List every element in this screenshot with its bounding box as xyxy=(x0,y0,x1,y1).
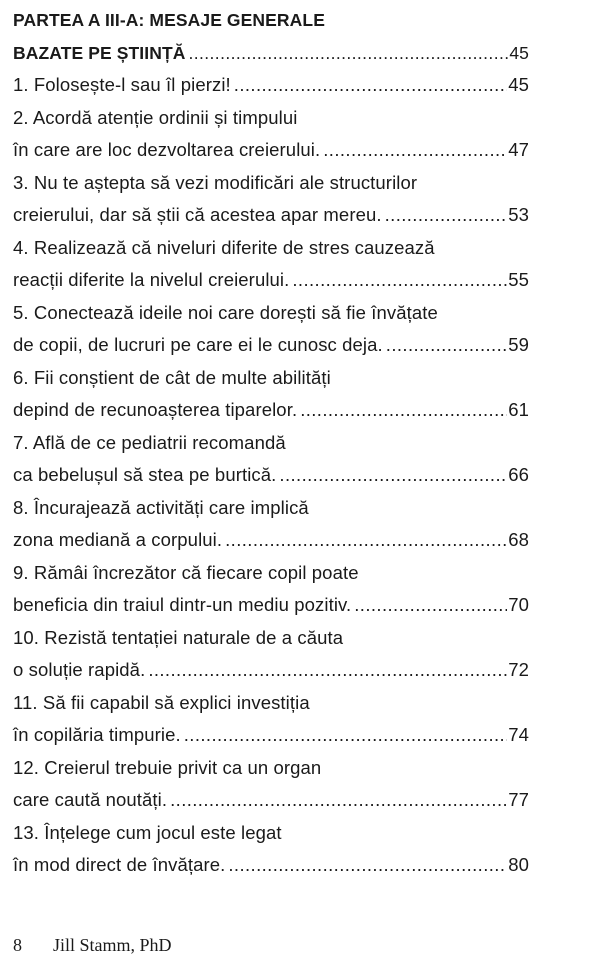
toc-entry-line xyxy=(13,167,529,200)
dot-leaders xyxy=(323,134,507,167)
dot-leaders xyxy=(225,524,507,557)
page-number: 68 xyxy=(508,529,529,550)
toc-entry-line xyxy=(13,817,529,850)
dot-leaders xyxy=(386,329,507,362)
toc-entry-line xyxy=(13,687,529,720)
toc-entry-line xyxy=(13,427,529,460)
toc-entry xyxy=(13,69,529,102)
dot-leaders xyxy=(354,589,507,622)
toc-entry-text: reacții diferite la nivelul creierului. xyxy=(13,269,290,290)
toc-entry xyxy=(13,784,529,817)
dot-leaders xyxy=(385,199,508,232)
toc-entry xyxy=(13,459,529,492)
page-number: 47 xyxy=(508,139,529,160)
page-number: 61 xyxy=(508,399,529,420)
toc-entry-text: 9. Rămâi încrezător că fiecare copil poate xyxy=(13,561,359,583)
page-number: 72 xyxy=(508,659,529,680)
toc-entry xyxy=(13,329,529,362)
page-number: 66 xyxy=(508,464,529,485)
toc-entry xyxy=(13,394,529,427)
toc-entry-line xyxy=(13,622,529,655)
page-number: 80 xyxy=(508,854,529,875)
toc-entry-text: ca bebelușul să stea pe burtică. xyxy=(13,464,277,485)
dot-leaders xyxy=(228,849,507,882)
toc-entry xyxy=(13,199,529,232)
toc-entry-text: o soluție rapidă. xyxy=(13,659,146,680)
toc-entry-text: 5. Conectează ideile noi care dorești să fie învățate xyxy=(13,301,438,323)
toc-entry-line xyxy=(13,492,529,525)
toc-entry-text: 1. Folosește-l sau îl pierzi! xyxy=(13,74,231,95)
toc-entry-text: în care are loc dezvoltarea creierului. xyxy=(13,139,321,160)
page-number: 59 xyxy=(508,334,529,355)
dot-leaders xyxy=(292,264,507,297)
toc-entry-text: de copii, de lucruri pe care ei le cunosc deja. xyxy=(13,334,383,355)
toc-entry-line xyxy=(13,297,529,330)
toc-entry-text: care caută noutăți. xyxy=(13,789,168,810)
toc-entry-text: 4. Realizează că niveluri diferite de stres cauzează xyxy=(13,236,435,258)
toc-entry-line xyxy=(13,232,529,265)
toc-entry-text: 6. Fii conștient de cât de multe abilități xyxy=(13,366,331,388)
toc-entry-text: 3. Nu te aștepta să vezi modificări ale structurilor xyxy=(13,171,418,193)
toc-entry xyxy=(13,719,529,752)
toc-entry-text: în mod direct de învățare. xyxy=(13,854,226,875)
toc-entry-text: zona mediană a corpului. xyxy=(13,529,223,550)
section-heading-text: BAZATE PE ȘTIINȚĂ xyxy=(13,42,186,63)
section-heading-line xyxy=(13,4,529,37)
toc-entry-text: creierului, dar să știi că acestea apar mereu. xyxy=(13,204,382,225)
toc-entry-text: 11. Să fii capabil să explici investiția xyxy=(13,691,310,713)
page-number: 45 xyxy=(509,42,529,63)
toc-entry xyxy=(13,849,529,882)
dot-leaders xyxy=(300,394,507,427)
footer-page-number: 8 xyxy=(13,935,22,955)
toc-entry-text: 13. Înțelege cum jocul este legat xyxy=(13,821,282,843)
toc-entry-text: 8. Încurajează activități care implică xyxy=(13,496,309,518)
section-heading-text: PARTEA A III-A: MESAJE GENERALE xyxy=(13,10,325,30)
dot-leaders xyxy=(234,69,507,102)
dot-leaders xyxy=(279,459,507,492)
toc-entry xyxy=(13,589,529,622)
footer-author: Jill Stamm, PhD xyxy=(53,935,172,955)
toc-entry-line xyxy=(13,102,529,135)
toc-entry-text: 7. Află de ce pediatrii recomandă xyxy=(13,431,286,453)
toc-entry xyxy=(13,134,529,167)
page-number: 77 xyxy=(508,789,529,810)
section-heading-entry xyxy=(13,37,529,70)
page-number: 74 xyxy=(508,724,529,745)
dot-leaders xyxy=(189,37,509,70)
dot-leaders xyxy=(184,719,507,752)
toc-entry-line xyxy=(13,362,529,395)
dot-leaders xyxy=(148,654,507,687)
dot-leaders xyxy=(170,784,507,817)
toc-entry-text: 10. Rezistă tentației naturale de a căuta xyxy=(13,626,344,648)
toc-entry-text: depind de recunoașterea tiparelor. xyxy=(13,399,298,420)
toc-entry-text: beneficia din traiul dintr-un mediu pozitiv. xyxy=(13,594,352,615)
page-number: 55 xyxy=(508,269,529,290)
toc-entry xyxy=(13,264,529,297)
page-footer xyxy=(13,935,172,956)
toc-entry-text: 2. Acordă atenție ordinii și timpului xyxy=(13,106,298,128)
page-number: 45 xyxy=(508,74,529,95)
page-number: 53 xyxy=(508,204,529,225)
page-number: 70 xyxy=(508,594,529,615)
table-of-contents xyxy=(13,4,529,882)
toc-entry-text: 12. Creierul trebuie privit ca un organ xyxy=(13,756,322,778)
toc-entry-text: în copilăria timpurie. xyxy=(13,724,181,745)
toc-entry-line xyxy=(13,752,529,785)
toc-entry xyxy=(13,654,529,687)
toc-entry-line xyxy=(13,557,529,590)
toc-entry xyxy=(13,524,529,557)
